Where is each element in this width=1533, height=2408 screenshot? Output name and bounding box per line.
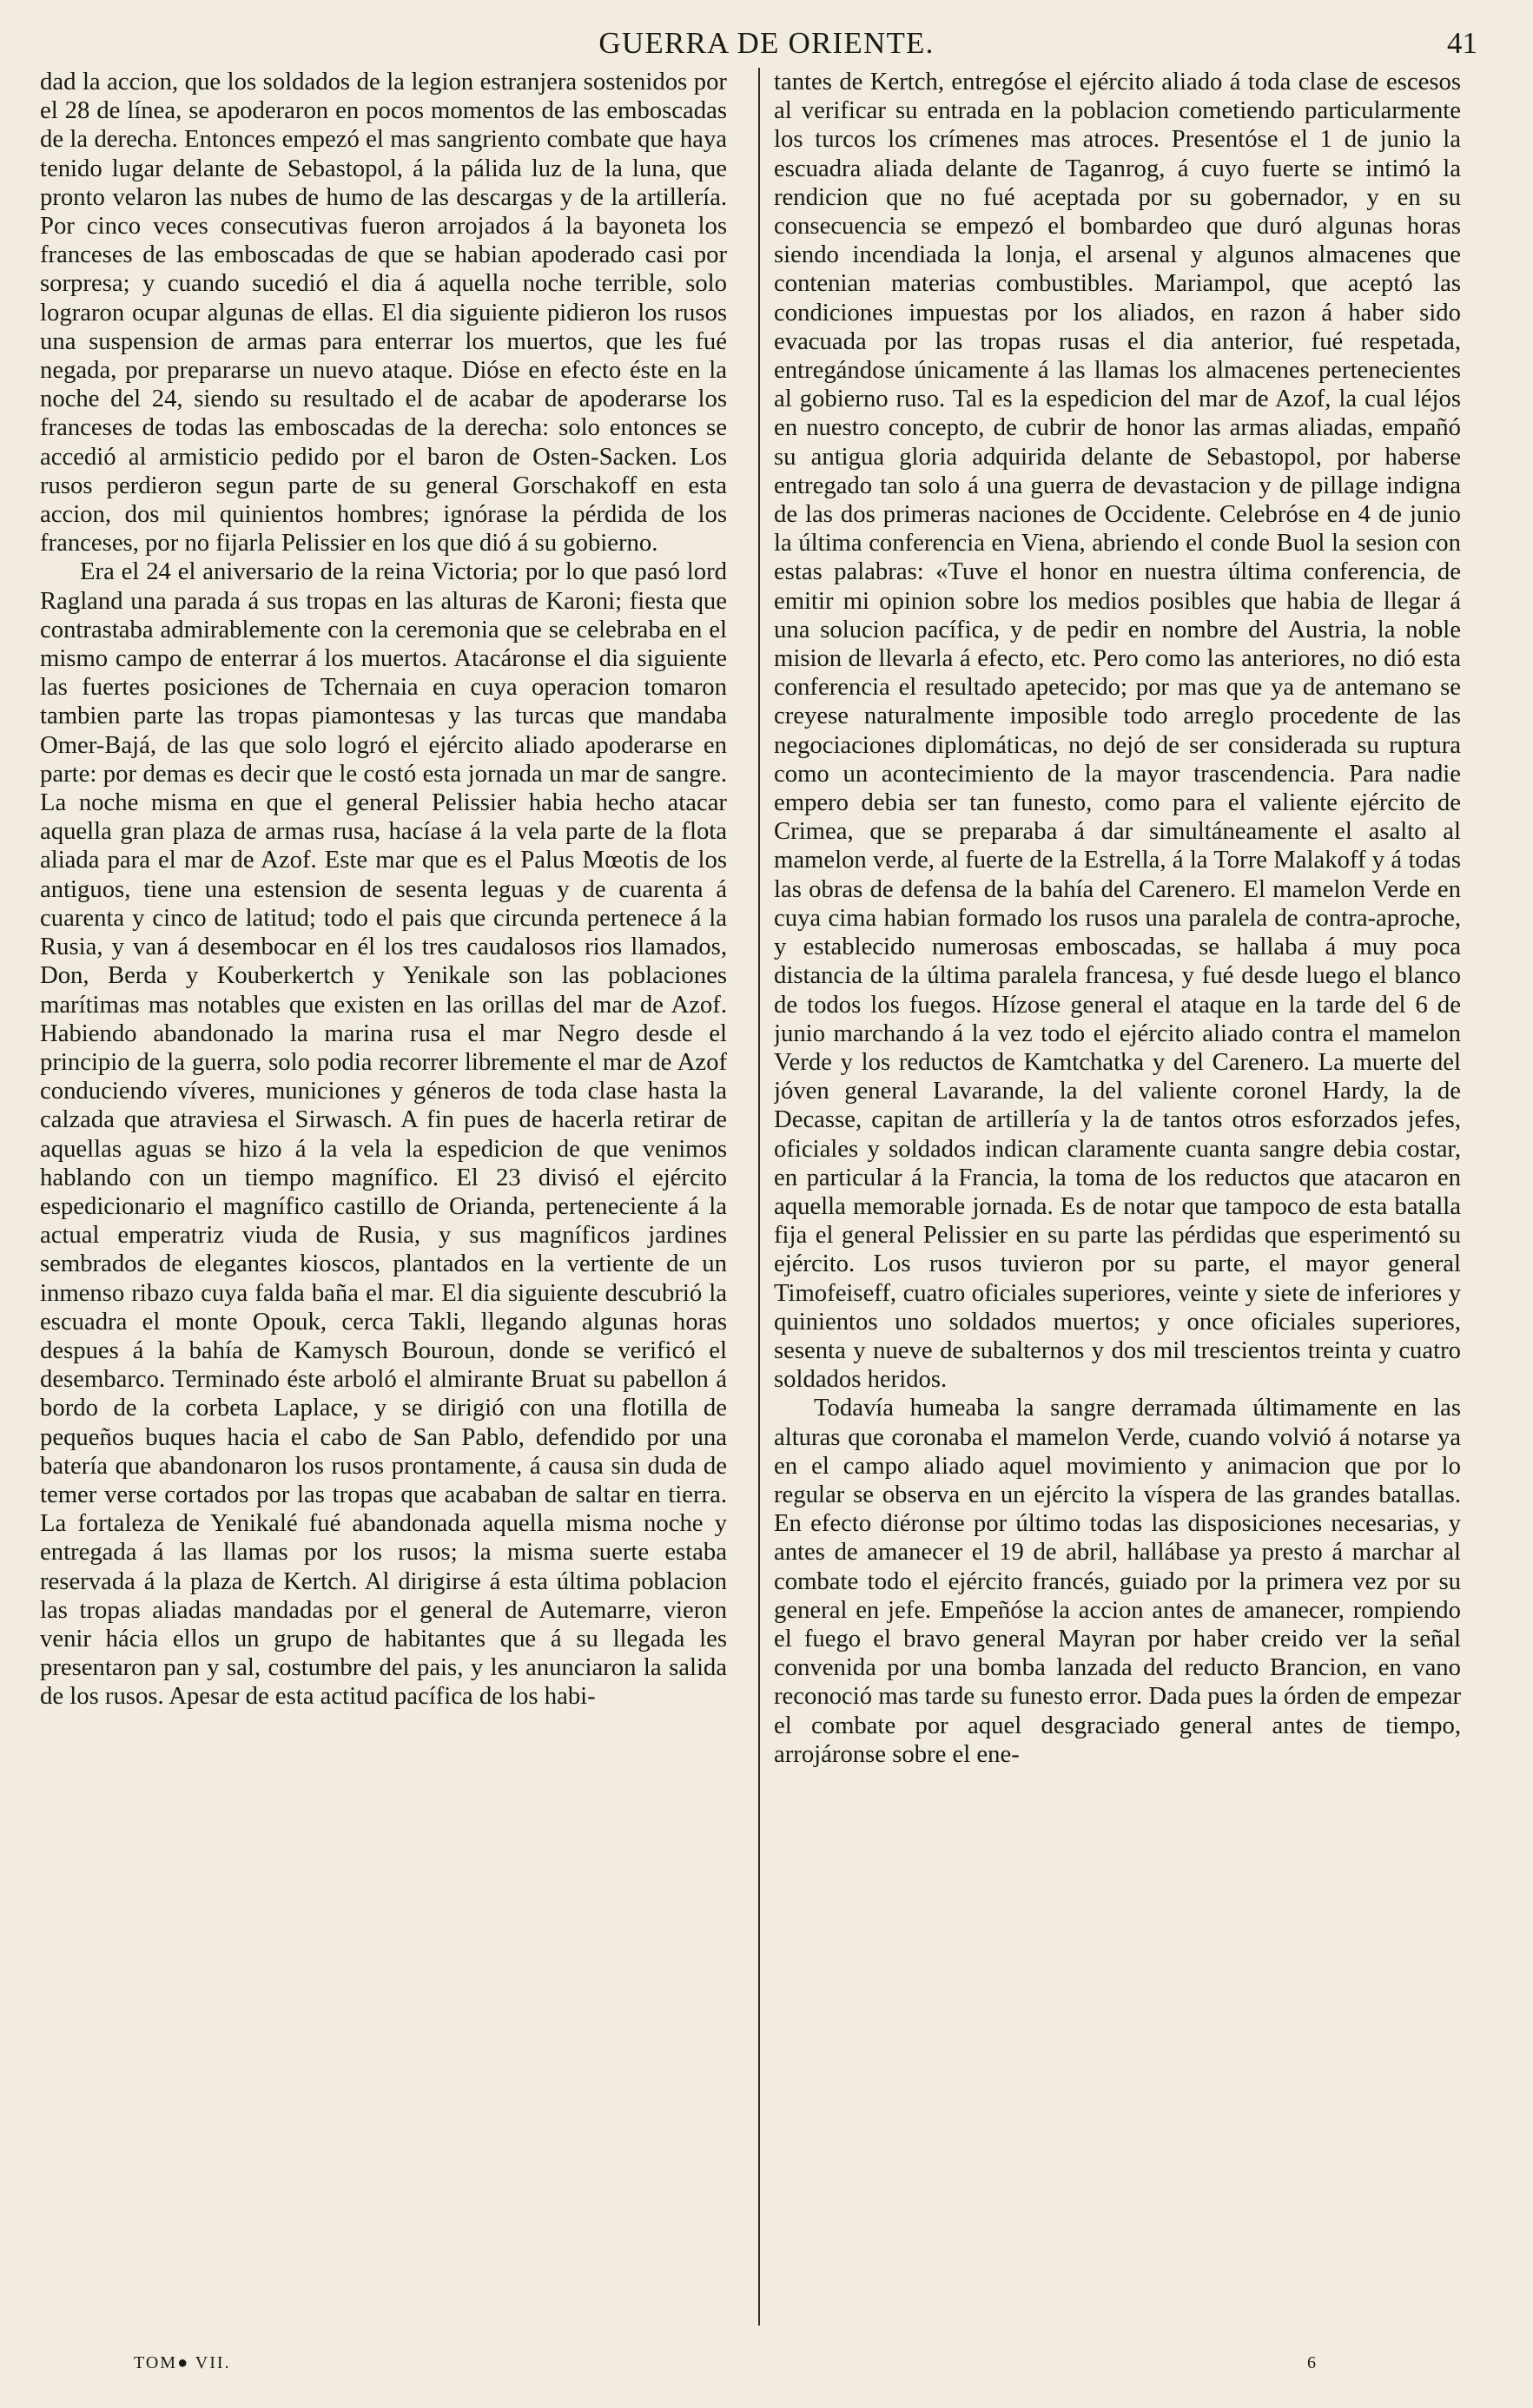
right-column [774, 68, 1461, 2327]
signature-mark: 6 [1307, 2353, 1316, 2372]
left-paragraph-2: Era el 24 el aniversario de la reina Victoria; por lo que pasó lord Ragland una parada á sus tropas en las alturas de Karoni; fiesta que contrastaba admirablemente con la ceremonia que se celebraba en el mismo campo de enterrar á los muertos. Atacáronse el dia siguiente las fuertes posiciones de Tchernaia en cuya operacion tomaron tambien parte las tropas piamontesas y las turcas que mandaba Omer-Bajá, de las que solo logró el ejército aliado apoderarse en parte: por demas es decir que le costó esta jornada un mar de sangre. La noche misma en que el general Pelissier habia hecho atacar aquella gran plaza de armas rusa, hacíase á la vela parte de la flota aliada para el mar de Azof. Este mar que es el Palus Mœotis de los antiguos, tiene una estension de sesenta leguas y de cuarenta á cuarenta y cinco de latitud; todo el pais que circunda pertenece á la Rusia, y van á desembocar en él los tres caudalosos rios llamados, Don, Berda y Kouberkertch y Yenikale son las poblaciones marítimas mas notables que existen en las orillas del mar de Azof. Habiendo abandonado la marina rusa el mar Negro desde el principio de la guerra, solo podia recorrer libremente el mar de Azof conduciendo víveres, municiones y géneros de toda clase hasta la calzada que atraviesa el Sirwasch. A fin pues de hacerla retirar de aquellas aguas se hizo á la vela la espedicion de que venimos hablando con un tiempo magnífico. El 23 divisó el ejército espedicionario el magnífico castillo de Orianda, perteneciente á la actual emperatriz viuda de Rusia, y sus magníficos jardines sembrados de elegantes kioscos, plantados en la vertiente de un inmenso ribazo cuya falda baña el mar. El dia siguiente descubrió la escuadra el monte Opouk, cerca Takli, llegando algunas horas despues á la bahía de Kamysch Bouroun, donde se verificó el desembarco. Terminado éste arboló el almirante Bruat su pabellon á bordo de la corbeta Laplace, y se dirigió con una flotilla de pequeños buques hacia el cabo de San Pablo, defendido por una batería que abandonaron los rusos prontamente, á causa sin duda de temer verse cortados por las tropas que acababan de saltar en tierra. La fortaleza de Yenikalé fué abandonada aquella misma noche y entregada á las llamas por los rusos; la misma suerte estaba reservada á la plaza de Kertch. Al dirigirse á esta última poblacion las tropas aliadas mandadas por el general de Autemarre, vieron venir hácia ellos un grupo de habitantes que á su llegada les presentaron pan y sal, costumbre del pais, y les anunciaron la salida de los rusos. Apesar de esta actitud pacífica de los habi- [40, 557, 727, 1711]
column-divider [758, 68, 760, 2326]
page-title: GUERRA DE ORIENTE. [598, 26, 935, 60]
text-columns [40, 68, 1493, 2327]
tome-label: TOM● VII. [134, 2353, 231, 2372]
left-paragraph-1: dad la accion, que los soldados de la legion estranjera sostenidos por el 28 de línea, se apoderaron en pocos momentos de las emboscadas de la derecha. Entonces empezó el mas sangriento combate que haya tenido lugar delante de Sebastopol, á la pálida luz de la luna, que pronto velaron las nubes de humo de las descargas y de la artillería. Por cinco veces consecutivas fueron arrojados á la bayoneta los franceses de las emboscadas de que se habian apoderado casi por sorpresa; y cuando sucedió el dia á aquella noche terrible, solo lograron ocupar algunas de ellas. El dia siguiente pidieron los rusos una suspension de armas para enterrar los muertos, que les fué negada, por prepararse un nuevo ataque. Dióse en efecto éste en la noche del 24, siendo su resultado el de acabar de apoderarse los franceses de todas las emboscadas de la derecha: solo entonces se accedió al armisticio pedido por el baron de Osten-Sacken. Los rusos perdieron segun parte de su general Gorschakoff en esta accion, dos mil quinientos hombres; ignórase la pérdida de los franceses, por no fijarla Pelissier en los que dió á su gobierno. [40, 68, 727, 557]
right-paragraph-2: Todavía humeaba la sangre derramada últimamente en las alturas que coronaba el mamelon Verde, cuando volvió á notarse ya en el campo aliado aquel movimiento y animacion que por lo regular se observa en un ejército la víspera de las grandes batallas. En efecto diéronse por último todas las disposiciones necesarias, y antes de amanecer el 19 de abril, hallábase ya presto á marchar al combate todo el ejército francés, guiado por la primera vez por su general en jefe. Empeñóse la accion antes de amanecer, rompiendo el fuego el bravo general Mayran por haber creido ver la señal convenida por una bomba lanzada del reducto Brancion, en vano reconoció mas tarde su funesto error. Dada pues la órden de empezar el combate por aquel desgraciado general antes de tiempo, arrojáronse sobre el ene- [774, 1394, 1461, 1768]
page-number: 41 [1447, 26, 1477, 60]
left-column [40, 68, 727, 2327]
right-paragraph-1: tantes de Kertch, entregóse el ejército aliado á toda clase de escesos al verificar su entrada en la poblacion cometiendo particularmente los turcos los crímenes mas atroces. Presentóse el 1 de junio la escuadra aliada delante de Taganrog, á cuyo fuerte se intimó la rendicion que no fué aceptada por su gobernador, y en su consecuencia se empezó el bombardeo que duró algunas horas siendo incendiada la lonja, el arsenal y algunos almacenes que contenian materias combustibles. Mariampol, que aceptó las condiciones impuestas por los aliados, en razon á haber sido evacuada por las tropas rusas el dia anterior, fué respetada, entregándose únicamente á las llamas los almacenes pertenecientes al gobierno ruso. Tal es la espedicion del mar de Azof, la cual léjos en nuestro concepto, de cubrir de honor las armas aliadas, empañó su antigua gloria adquirida delante de Sebastopol, por haberse entregado tan solo á una guerra de devastacion y de pillage indigna de las dos primeras naciones de Occidente. Celebróse en 4 de junio la última conferencia en Viena, abriendo el conde Buol la sesion con estas palabras: «Tuve el honor en nuestra última conferencia, de emitir mi opinion sobre los medios posibles que habia de llegar á una solucion pacífica, y de pedir en nombre del Austria, la noble mision de llevarla á efecto, etc. Pero como las anteriores, no dió esta conferencia el resultado apetecido; por mas que ya de antemano se creyese naturalmente imposible todo arreglo procedente de las negociaciones diplomáticas, no dejó de ser considerada su ruptura como un acontecimiento de la mayor trascendencia. Para nadie empero debia ser tan funesto, como para el valiente ejército de Crimea, que se preparaba á dar simultáneamente el asalto al mamelon verde, al fuerte de la Estrella, á la Torre Malakoff y á todas las obras de defensa de la bahía del Carenero. El mamelon Verde en cuya cima habian formado los rusos una paralela de contra-aproche, y establecido numerosas emboscadas, se hallaba á muy poca distancia de la última paralela francesa, y fué desde luego el blanco de todos los fuegos. Hízose general el ataque en la tarde del 6 de junio marchando á la vez todo el ejército aliado contra el mamelon Verde y los reductos de Kamtchatka y del Carenero. La muerte del jóven general Lavarande, la del valiente coronel Hardy, la de Decasse, capitan de artillería y la de tantos otros esforzados jefes, oficiales y soldados indican claramente cuanta sangre debia costar, en particular á la Francia, la toma de los reductos que atacaron en aquella memorable jornada. Es de notar que tampoco de esta batalla fija el general Pelissier en su parte las pérdidas que esperimentó su ejército. Los rusos tuvieron por su parte, el mayor general Timofeiseff, cuatro oficiales superiores, veinte y siete de inferiores y quinientos uno soldados muertos; y once oficiales superiores, sesenta y nueve de subalternos y dos mil trescientos treinta y cuatro soldados heridos. [774, 68, 1461, 1394]
